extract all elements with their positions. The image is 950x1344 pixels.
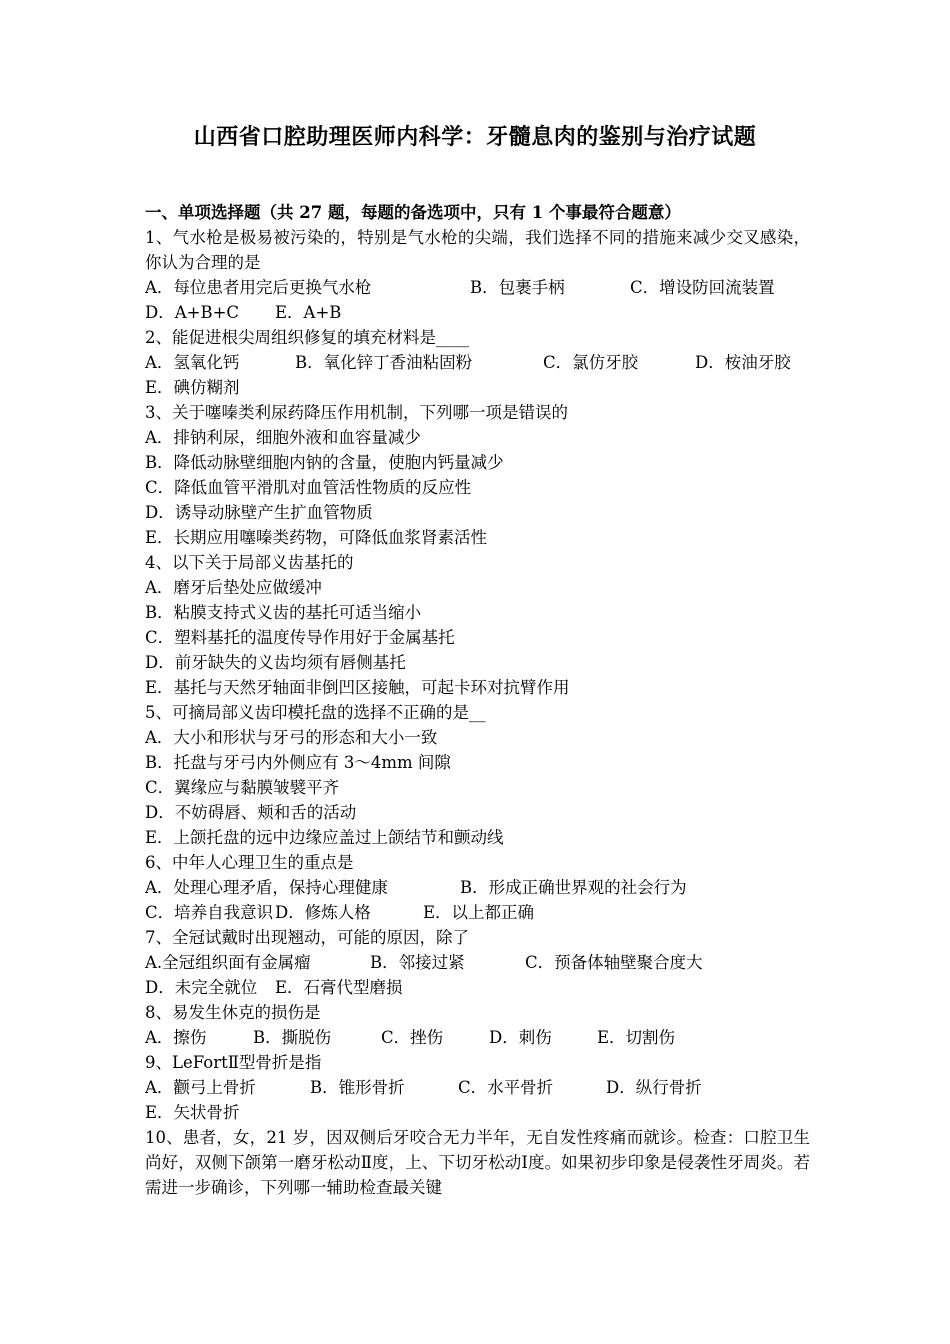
section-heading: 一、单项选择题（共 27 题，每题的备选项中，只有 1 个事最符合题意）: [145, 203, 681, 222]
question-9-option-e: E．矢状骨折: [145, 1103, 240, 1122]
question-8-option-e: E．切割伤: [597, 1028, 676, 1047]
question-2-option-e: E．碘仿糊剂: [145, 378, 240, 397]
question-8-option-d: D．刺伤: [489, 1028, 552, 1047]
question-7-stem: 7、全冠试戴时出现翘动，可能的原因，除了: [145, 928, 469, 947]
question-5-option-c: C．翼缘应与黏膜皱襞平齐: [145, 778, 340, 797]
question-5-option-a: A．大小和形状与牙弓的形态和大小一致: [145, 728, 438, 747]
question-7-option-b: B．邻接过紧: [370, 953, 465, 972]
question-6-option-b: B．形成正确世界观的社会行为: [460, 878, 687, 897]
question-3-option-e: E．长期应用噻嗪类药物，可降低血浆肾素活性: [145, 528, 488, 547]
question-1-options-row-2: [145, 300, 810, 325]
question-4-option-c: C．塑料基托的温度传导作用好于金属基托: [145, 628, 455, 647]
question-7-option-d: D．未完全就位: [145, 978, 258, 997]
question-9-option-c: C．水平骨折: [458, 1078, 554, 1097]
question-9-option-a: A．颧弓上骨折: [145, 1078, 256, 1097]
question-8-option-c: C．挫伤: [381, 1028, 444, 1047]
question-2-option-d: D．桉油牙胶: [695, 353, 791, 372]
question-3-option-b: B．降低动脉壁细胞内钠的含量，使胞内钙量减少: [145, 453, 504, 472]
page-title: 山西省口腔助理医师内科学：牙髓息肉的鉴别与治疗试题: [193, 124, 757, 150]
question-1-option-c: C．增设防回流装置: [630, 278, 775, 297]
question-3-option-d: D．诱导动脉壁产生扩血管物质: [145, 503, 373, 522]
question-5-stem: 5、可摘局部义齿印模托盘的选择不正确的是__: [145, 703, 486, 722]
question-1-options-row-1: [145, 275, 810, 300]
question-6-option-c: C．培养自我意识: [145, 903, 274, 922]
question-3-option-a: A．排钠利尿，细胞外液和血容量减少: [145, 428, 421, 447]
question-8-option-a: A．擦伤: [145, 1028, 207, 1047]
question-4-option-e: E．基托与天然牙轴面非倒凹区接触，可起卡环对抗臂作用: [145, 678, 570, 697]
question-7-option-c: C．预备体轴壁聚合度大: [525, 953, 703, 972]
question-4-option-a: A．磨牙后垫处应做缓冲: [145, 578, 322, 597]
question-1-option-a: A．每位患者用完后更换气水枪: [145, 278, 372, 297]
question-5-option-b: B．托盘与牙弓内外侧应有 3～4mm 间隙: [145, 753, 451, 772]
question-6-option-a: A．处理心理矛盾，保持心理健康: [145, 878, 388, 897]
question-2-options-row-1: [145, 350, 810, 375]
question-2-option-b: B．氧化锌丁香油粘固粉: [295, 353, 473, 372]
question-4-option-d: D．前牙缺失的义齿均须有唇侧基托: [145, 653, 406, 672]
question-7-options-row-2: [145, 975, 810, 1000]
question-4-option-b: B．粘膜支持式义齿的基托可适当缩小: [145, 603, 422, 622]
question-6-option-d: D．修炼人格: [275, 903, 371, 922]
question-9-stem: 9、LeFortⅡ型骨折是指: [145, 1053, 322, 1072]
question-6-option-e: E．以上都正确: [423, 903, 535, 922]
question-5-option-e: E．上颌托盘的远中边缘应盖过上颌结节和颤动线: [145, 828, 504, 847]
document-body: [145, 200, 810, 1200]
question-1-stem: 1、气水枪是极易被污染的，特别是气水枪的尖端，我们选择不同的措施来减少交叉感染，你认为合理的是: [145, 228, 810, 272]
question-7-option-a: A.全冠组织面有金属瘤: [145, 953, 311, 972]
question-6-options-row-1: [145, 875, 810, 900]
question-1-option-b: B．包裹手柄: [470, 278, 565, 297]
question-6-stem: 6、中年人心理卫生的重点是: [145, 853, 354, 872]
question-8-option-b: B．撕脱伤: [253, 1028, 332, 1047]
question-9-option-d: D．纵行骨折: [606, 1078, 702, 1097]
question-1-option-d: D．A+B+C: [145, 303, 240, 322]
question-2-stem: 2、能促进根尖周组织修复的填充材料是____: [145, 328, 469, 347]
question-9-option-b: B．锥形骨折: [310, 1078, 405, 1097]
question-10-stem: 10、患者，女，21 岁，因双侧后牙咬合无力半年，无自发性疼痛而就诊。检查：口腔卫生尚好，双侧下颌第一磨牙松动Ⅱ度，上、下切牙松动Ⅰ度。如果初步印象是侵袭性牙周炎。若需进一步确诊，下列哪一辅助检查最关键: [145, 1128, 810, 1197]
question-6-options-row-2: [145, 900, 810, 925]
question-5-option-d: D．不妨碍唇、颊和舌的活动: [145, 803, 357, 822]
question-4-stem: 4、以下关于局部义齿基托的: [145, 553, 354, 572]
question-7-options-row-1: [145, 950, 810, 975]
question-2-option-a: A．氢氧化钙: [145, 353, 240, 372]
question-8-stem: 8、易发生休克的损伤是: [145, 1003, 321, 1022]
question-9-options-row: [145, 1075, 810, 1100]
question-8-options-row: [145, 1025, 810, 1050]
question-2-option-c: C．氯仿牙胶: [543, 353, 639, 372]
question-3-option-c: C．降低血管平滑肌对血管活性物质的反应性: [145, 478, 472, 497]
question-1-option-e: E．A+B: [275, 303, 342, 322]
question-7-option-e: E．石膏代型磨损: [275, 978, 403, 997]
question-3-stem: 3、关于噻嗪类利尿药降压作用机制，下列哪一项是错误的: [145, 403, 568, 422]
